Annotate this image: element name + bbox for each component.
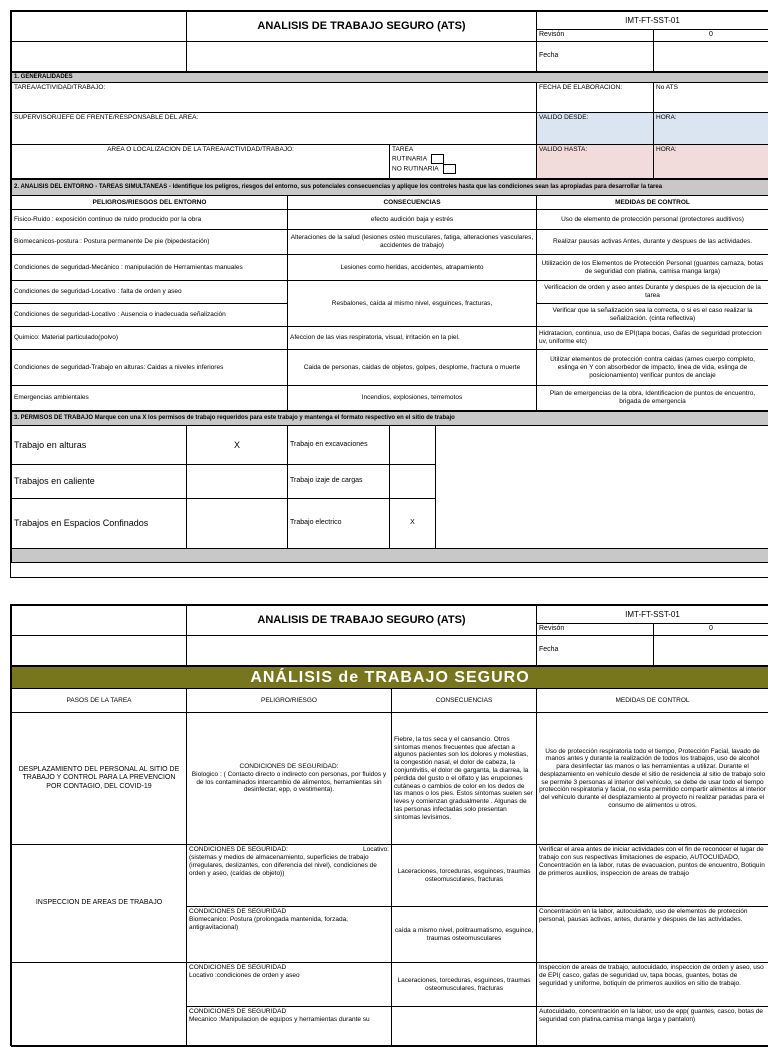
- env-col-hazard: PELIGROS/RIESGOS DEL ENTORNO: [12, 196, 288, 210]
- routine-label: RUTINARIA: [392, 156, 427, 163]
- date-label: Fecha: [537, 42, 654, 72]
- permit-lifting-mark[interactable]: [390, 465, 436, 499]
- supervisor-field[interactable]: SUPERVISOR/JEFE DE FRENTE/RESPONSABLE DEL AREA:: [12, 113, 537, 145]
- permit-confined-mark[interactable]: [187, 499, 288, 549]
- hazard-d-title: CONDICIONES DE SEGURIDAD: [189, 1008, 389, 1016]
- ats-col-hazard: PELIGRO/RIESGO: [187, 689, 392, 713]
- hazard-a-title: CONDICIONES DE SEGURIDAD:: [189, 846, 288, 853]
- ats-step-row: [12, 963, 768, 1007]
- env-row: [12, 350, 768, 386]
- env-hazard: Condiciones de seguridad-Mecánico : manipulación de Herramientas manuales: [12, 255, 288, 281]
- env-control: Hidratacion, continua, uso de EPI(tapa bocas, Gafas de seguridad proteccion uv, uniforme etc): [537, 327, 768, 350]
- env-row: [12, 386, 768, 411]
- revision-value: 0: [654, 30, 768, 42]
- sheet1-footer-bar: [12, 549, 768, 563]
- date-value[interactable]: [654, 42, 768, 72]
- env-row: [12, 327, 768, 350]
- env-col-consequence: CONSECUENCIAS: [288, 196, 537, 210]
- env-row: [12, 255, 768, 281]
- env-control: Realizar pausas activas Antes, durante y despues de las actividades.: [537, 230, 768, 255]
- env-consequence-merged: Resbalones, caída al mismo nivel, esguinces, fracturas,: [288, 281, 537, 327]
- general-section: [11, 72, 768, 179]
- ats-sheet-2: [10, 604, 768, 1046]
- ats-number-field[interactable]: No ATS: [654, 83, 768, 113]
- hazard-b-title: CONDICIONES DE SEGURIDAD: [189, 908, 389, 916]
- task-field[interactable]: TAREA/ACTIVIDAD/TRABAJO:: [12, 83, 537, 113]
- env-control: Utilización de los Elementos de Protección Personal (guantes carnaza, botas de seguridad con platina, camisa manga larga): [537, 255, 768, 281]
- ats-col-consequence: CONSECUENCIAS: [392, 689, 537, 713]
- step3-control-a: Inspeccion de areas de trabajo, autocuidado, inspeccion de orden y aseo, uso de EPI( casco, gafas de seguridad uv, tapa bocas, guantes, botas de seguridad y uniforme, botiquín de primeros auxilios en sitio de trabajo.: [537, 963, 768, 1007]
- permits-section-title: 3. PERMISOS DE TRABAJO Marque con una X los permisos de trabajo requeridos para este trabajo y mantenga el formato respectivo en el sitio de trabajo: [12, 412, 768, 426]
- permit-excavation-label: Trabajo en excavaciones: [288, 426, 390, 465]
- hazard-b-text: Biomecanico: Postura (prolongada mantenida, forzada, antigravitacional): [189, 916, 389, 932]
- env-control: Uso de elemento de protección personal (protectores auditivos): [537, 210, 768, 230]
- permits-section: [11, 411, 768, 563]
- env-hazard: Condiciones de seguridad-Locativo : falta de orden y aseo: [12, 281, 288, 304]
- env-row: [12, 210, 768, 230]
- environment-section: [11, 179, 768, 411]
- date-label-2: Fecha: [537, 636, 654, 666]
- hazard-d-text: Mecanico :Manipulacion de equipos y herramientas durante su: [189, 1016, 389, 1024]
- env-hazard: Biomecanicos-postura : Postura permanente De pie (bipedestación): [12, 230, 288, 255]
- env-hazard: Condiciones de seguridad-Trabajo en alturas: Caidas a niveles inferiores: [12, 350, 288, 386]
- step-inspection-hazard-b: [187, 907, 392, 963]
- document-title-2: ANALISIS DE TRABAJO SEGURO (ATS): [187, 606, 537, 636]
- document-code-2: IMT-FT-SST-01: [537, 606, 768, 624]
- step-inspection-hazard-a: [187, 845, 392, 907]
- env-row: [12, 230, 768, 255]
- step-inspection-consequence-b: caída a mismo nivel, politraumatismo, esguince, traumas osteomusculares: [392, 907, 537, 963]
- ats-col-steps: PASOS DE LA TAREA: [12, 689, 187, 713]
- task-type: [390, 145, 537, 179]
- routine-option[interactable]: [392, 154, 534, 164]
- ats-col-control: MEDIDAS DE CONTROL: [537, 689, 768, 713]
- env-control: Utilizar elementos de protección contra caidas (arnes cuerpo completo, eslinga en Y con absorbedor de impacto, linea de vida, eslinga de posicionamiento) verificar puntos de anclaje: [537, 350, 768, 386]
- sheet1-header: [11, 11, 768, 72]
- hour-from-field[interactable]: HORA:: [654, 113, 768, 145]
- step-inspection: INSPECCION DE AREAS DE TRABAJO: [12, 845, 187, 963]
- step-inspection-control-a: Verificar el area antes de iniciar actividades con el fin de reconocer el lugar de trabajo con sus respectivas limitaciones de espacio, AUTOCUIDADO, Concentración en la labor, rutas de evacuacion, puntos de encuentro, Botiquín de primeros auxilios, inspeccion de areas de trabajo: [537, 845, 768, 907]
- hazard-a-tag: Locativo:: [363, 846, 389, 854]
- hazard-c-text: Locativo :condiciones de orden y aseo: [189, 972, 389, 980]
- sheet2-header: [11, 605, 768, 666]
- hazard-a-text: (sistemas y medios de almacenamiento, superficies de trabajo (irregulares, deslizantes, con diferencia del nivel), condiciones de orden y aseo, (caídas de objeto)): [189, 854, 389, 877]
- hazard-c-title: CONDICIONES DE SEGURIDAD: [189, 964, 389, 972]
- ats-step-row: [12, 845, 768, 907]
- env-control: Verificacion de orden y aseo antes Durante y despues de la ejecucion de la tarea: [537, 281, 768, 304]
- env-hazard: Emergencias ambientales: [12, 386, 288, 411]
- area-field[interactable]: AREA O LOCALIZACION DE LA TAREA/ACTIVIDAD/TRABAJO:: [12, 145, 390, 179]
- permit-electric-mark[interactable]: X: [390, 499, 436, 549]
- document-code: IMT-FT-SST-01: [537, 12, 768, 30]
- step3-control-b: Autocuidado, concentración en la labor, uso de epp( guantes, casco, botas de seguridad con platina,camisa manga larga y pantalon): [537, 1007, 768, 1047]
- document-title: ANALISIS DE TRABAJO SEGURO (ATS): [187, 12, 537, 42]
- valid-from-field[interactable]: VALIDO DESDE:: [537, 113, 654, 145]
- step-covid-control: Uso de protección respiratoria todo el tiempo, Protección Facial, lavado de manos antes y durante la realización de todos los trabajos, uso de alcohol para desinfectar las manos o las herramientas a utilizar. Durante el desplazamiento en vehículo desde el sitio de residencia al sitio de trabajo solo se permite 3 personas al interior del vehículo, se debe de usar todo el tiempo protección respiratoria y facial, no esta permitido compartir alimentos al interior del vehículo durante el desplazamiento al proyecto ni realizar paradas para el consumo de alimentos u otros.: [537, 713, 768, 845]
- env-control: Plan de emergencias de la obra, Identificacion de puntos de encuentro, brigada de emergencia: [537, 386, 768, 411]
- env-consequence: Lesiones como heridas, accidentes, atrapamiento: [288, 255, 537, 281]
- step-covid-hazard-title: CONDICIONES DE SEGURIDAD:: [189, 763, 389, 771]
- step-covid-hazard-text: Biologico : ( Contacto directo o indirecto con personas, por fluidos y de los contaminados intercambio de alimentos, herramientas sin desinfectar, epp, o vestimenta).: [189, 771, 389, 794]
- environment-section-title: 2. ANALISIS DEL ENTORNO - TAREAS SIMULTANEAS - Identifique los peligros, riesgos del entorno, sus potenciales consecuencias y aplique los controles hasta que las condiciones sean las apropiadas para desarrollar la tarea: [12, 180, 768, 196]
- env-hazard: Fisico-Ruido : exposición continuo de ruido producido por la obra: [12, 210, 288, 230]
- revision-label: Revisón: [537, 30, 654, 42]
- step-covid: DESPLAZAMIENTO DEL PERSONAL AL SITIO DE TRABAJO Y CONTROL PARA LA PREVENCION POR CONTAGIO, DEL COVID-19: [12, 713, 187, 845]
- permit-confined-label: Trabajos en Espacios Confinados: [12, 499, 187, 549]
- hour-until-field[interactable]: HORA:: [654, 145, 768, 179]
- env-consequence: Afeccion de las vias respiratoria, visual, irritación en la piel.: [288, 327, 537, 350]
- not-routine-checkbox[interactable]: [443, 164, 456, 174]
- routine-checkbox[interactable]: [431, 154, 444, 164]
- step-inspection-control-b: Concentración en la labor, autocuidado, uso de elementos de protección personal, pausas activas, antes, durante y despues de las actividades.: [537, 907, 768, 963]
- env-control: Verificar que la señalización sea la correcta, o si es el caso realizar la señalización. (cinta reflectiva): [537, 304, 768, 327]
- step-inspection-consequence-a: Laceraciones, torceduras, esguinces, traumas osteomusculares, fracturas: [392, 845, 537, 907]
- permit-heights-mark[interactable]: X: [187, 426, 288, 465]
- permit-hot-mark[interactable]: [187, 465, 288, 499]
- ats-analysis-table: [11, 666, 768, 1047]
- step-covid-hazard: [187, 713, 392, 845]
- env-hazard: Condiciones de seguridad-Locativo : Ausencia o inadecuada señalización: [12, 304, 288, 327]
- ats-sheet-1: [10, 10, 768, 578]
- permit-excavation-mark[interactable]: [390, 426, 436, 465]
- permit-lifting-label: Trabajo izaje de cargas: [288, 465, 390, 499]
- env-consequence: Incendios, explosiones, terremotos: [288, 386, 537, 411]
- env-row: [12, 281, 768, 304]
- env-consequence: Alteraciones de la salud (lesiones osteo musculares, fatiga, alteraciones vasculares, accidentes de trabajo): [288, 230, 537, 255]
- permit-hot-label: Trabajos en caliente: [12, 465, 187, 499]
- step3-consequence-a: Laceraciones, torceduras, esguinces, traumas osteomusculares, fracturas: [392, 963, 537, 1007]
- step3-hazard-a: [187, 963, 392, 1007]
- permit-electric-label: Trabajo electrico: [288, 499, 390, 549]
- revision-label-2: Revisón: [537, 624, 654, 636]
- elaboration-date-field[interactable]: FECHA DE ELABORACION:: [537, 83, 654, 113]
- env-consequence: Caida de personas, caidas de objetos, golpes, desplome, fractura o muerte: [288, 350, 537, 386]
- not-routine-option[interactable]: [392, 164, 534, 174]
- ats-banner: ANÁLISIS de TRABAJO SEGURO: [12, 667, 768, 689]
- step3-hazard-b: [187, 1007, 392, 1047]
- env-col-control: MEDIDAS DE CONTROL: [537, 196, 768, 210]
- valid-until-field[interactable]: VALIDO HASTA:: [537, 145, 654, 179]
- task-word: TAREA: [392, 146, 534, 154]
- env-hazard: Quimico: Material particulado(polvo): [12, 327, 288, 350]
- date-value-2[interactable]: [654, 636, 768, 666]
- general-section-title: 1. GENERALIDADES: [12, 73, 768, 83]
- revision-value-2: 0: [654, 624, 768, 636]
- env-consequence: efecto audición baja y estrés: [288, 210, 537, 230]
- not-routine-label: NO RUTINARIA: [392, 166, 439, 173]
- step-covid-consequence: Fiebre, la tos seca y el cansancio. Otros síntomas menos frecuentes que afectan a algunos pacientes son los dolores y molestias, la congestión nasal, el dolor de cabeza, la conjuntivitis, el dolor de garganta, la diarrea, la pérdida del gusto o el olfato y las erupciones cutáneas o cambios de color en los dedos de las manos o los pies. Estos síntomas suelen ser leves y comienzan gradualmente . Algunas de las personas infectadas solo presentan síntomas levísimos.: [392, 713, 537, 845]
- permit-heights-label: Trabajo en alturas: [12, 426, 187, 465]
- ats-step-row: [12, 713, 768, 845]
